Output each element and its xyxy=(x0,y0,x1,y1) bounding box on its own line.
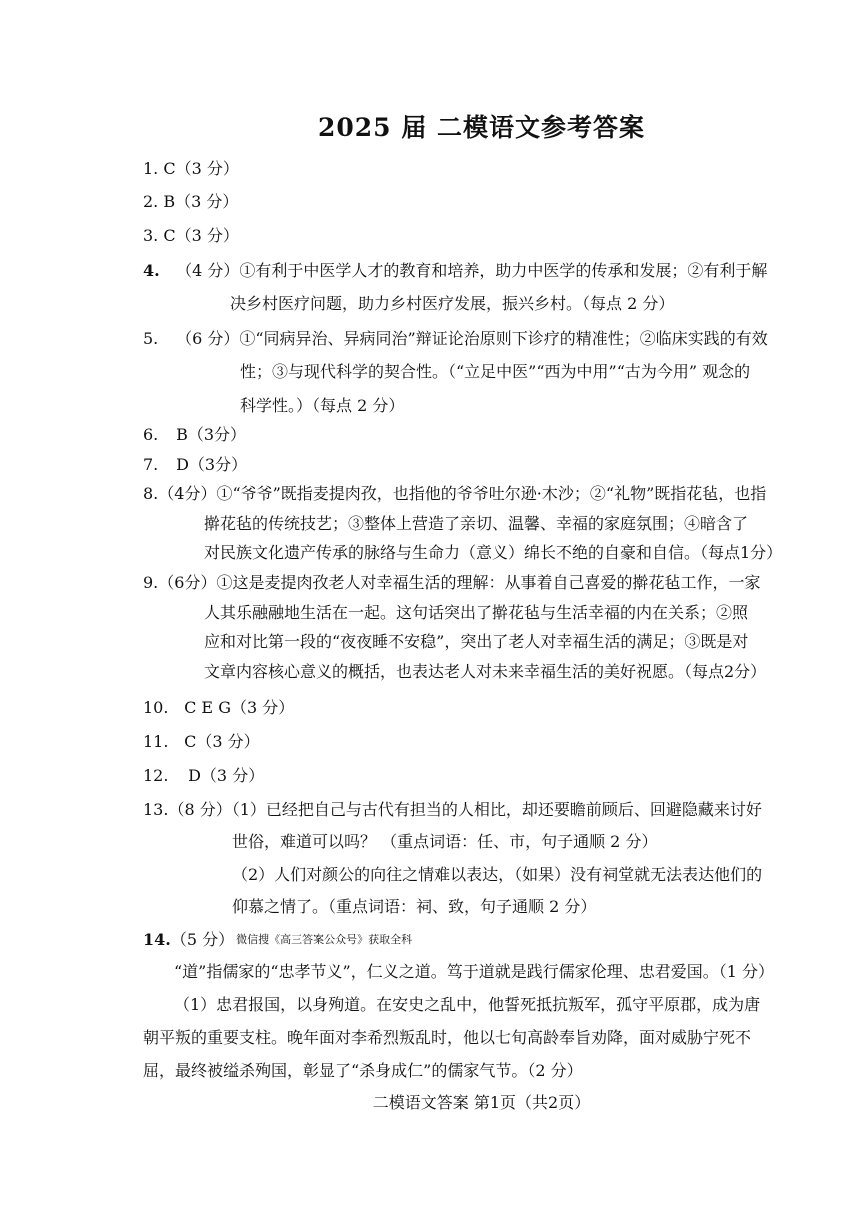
answer-number: 6. xyxy=(143,425,159,444)
answer-8 xyxy=(143,484,766,504)
answer-score: （5 分） xyxy=(170,930,235,949)
answer-5 xyxy=(143,329,768,349)
answer-text: B（3 分） xyxy=(163,192,239,211)
answer-14 xyxy=(143,930,412,950)
answer-14-line-4: 屈，最终被缢杀殉国，彰显了“杀身成仁”的儒家气节。（2 分） xyxy=(143,1061,583,1080)
answer-number: 9. xyxy=(143,573,159,592)
answer-text: D（3分） xyxy=(176,455,248,474)
answer-line: （8 分）（1）已经把自己与古代有担当的人相比，却还要瞻前顾后、回避隐藏来讨好 xyxy=(168,800,762,819)
answer-2 xyxy=(143,192,238,212)
answer-text: C（3 分） xyxy=(184,732,260,751)
answer-text: C E G（3 分） xyxy=(184,698,295,717)
page-title: 2025 届 二模语文参考答案 xyxy=(318,113,645,142)
answer-10 xyxy=(143,698,294,718)
answer-9-line-2: 人其乐融融地生活在一起。这句话突出了擀花毡与生活幸福的内在关系；②照 xyxy=(204,603,749,622)
answer-14-line-1: “道”指儒家的“忠孝节义”，仁义之道。笃于道就是践行儒家伦理、忠君爱国。（1 分） xyxy=(174,962,774,981)
answer-number: 2. xyxy=(143,192,159,211)
answer-number: 14. xyxy=(143,930,171,949)
answer-9-line-4: 文章内容核心意义的概括，也表达老人对未来幸福生活的美好祝愿。（每点2分） xyxy=(204,662,767,681)
answer-4-line-2: 决乡村医疗问题，助力乡村医疗发展，振兴乡村。（每点 2 分） xyxy=(230,294,675,313)
answer-number: 10. xyxy=(143,698,169,717)
answer-13-line-3: （2）人们对颜公的向往之情难以表达，（如果）没有祠堂就无法表达他们的 xyxy=(232,865,763,884)
answer-13-line-2: 世俗，难道可以吗？ （重点词语：任、市，句子通顺 2 分） xyxy=(232,832,658,851)
answer-4 xyxy=(143,261,767,281)
answer-13-line-4: 仰慕之情了。（重点词语：祠、致，句子通顺 2 分） xyxy=(232,897,597,916)
answer-7 xyxy=(143,455,247,475)
answer-number: 11. xyxy=(143,732,169,751)
answer-line: （6分）①这是麦提肉孜老人对幸福生活的理解：从事着自己喜爱的擀花毡工作，一家 xyxy=(158,573,761,592)
answer-text: B（3分） xyxy=(176,425,247,444)
answer-5-line-2: 性；③与现代科学的契合性。（“立足中医”“西为中用”“古为今用” 观念的 xyxy=(240,362,751,381)
answer-text: C（3 分） xyxy=(163,226,239,245)
answer-number: 8. xyxy=(143,484,159,503)
answer-number: 1. xyxy=(143,159,159,178)
answer-14-line-2: （1）忠君报国，以身殉道。在安史之乱中，他誓死抵抗叛军，孤守平原郡，成为唐 xyxy=(174,995,761,1014)
answer-text: D（3 分） xyxy=(188,766,265,785)
answer-number: 5. xyxy=(143,329,159,348)
answer-1 xyxy=(143,159,239,179)
answer-14-line-3: 朝平叛的重要支柱。晚年面对李希烈叛乱时，他以七旬高龄奉旨劝降，面对威胁宁死不 xyxy=(143,1028,752,1047)
answer-line: （4 分）①有利于中医学人才的教育和培养，助力中医学的传承和发展；②有利于解 xyxy=(176,261,768,280)
answer-line: （6 分）①“同病异治、异病同治”辩证论治原则下诊疗的精准性；②临床实践的有效 xyxy=(176,329,768,348)
answer-3 xyxy=(143,226,239,246)
answer-8-line-2: 擀花毡的传统技艺；③整体上营造了亲切、温馨、幸福的家庭氛围；④暗含了 xyxy=(204,514,749,533)
answer-6 xyxy=(143,425,246,445)
answer-11 xyxy=(143,732,260,752)
answer-number: 12. xyxy=(143,766,169,785)
answer-12 xyxy=(143,766,264,786)
answer-number: 3. xyxy=(143,226,159,245)
answer-number: 13. xyxy=(143,800,169,819)
answer-number: 7. xyxy=(143,455,159,474)
answer-9 xyxy=(143,573,760,593)
answer-text: C（3 分） xyxy=(163,159,239,178)
answer-5-line-3: 科学性。）（每点 2 分） xyxy=(240,396,405,415)
answer-line: （4分）①“爷爷”既指麦提肉孜，也指他的爷爷吐尔逊·木沙；②“礼物”既指花毡，也指 xyxy=(158,484,767,503)
answer-13 xyxy=(143,800,762,820)
watermark-note: 微信搜《高三答案公众号》获取全科 xyxy=(236,933,413,946)
answer-8-line-3: 对民族文化遗产传承的脉络与生命力（意义）绵长不绝的自豪和自信。（每点1分） xyxy=(204,543,783,562)
page-footer: 二模语文答案 第1页（共2页） xyxy=(372,1093,591,1112)
answer-number: 4. xyxy=(143,261,160,280)
answer-9-line-3: 应和对比第一段的“夜夜睡不安稳”，突出了老人对幸福生活的满足；③既是对 xyxy=(204,632,749,651)
